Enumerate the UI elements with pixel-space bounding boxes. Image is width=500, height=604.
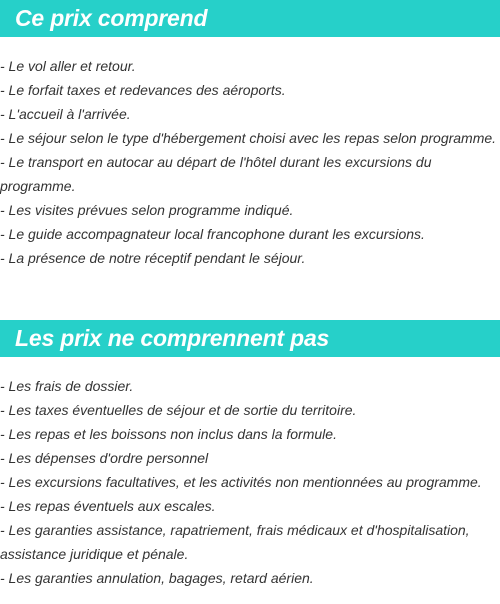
included-item: - Le séjour selon le type d'hébergement choisi avec les repas selon programme. xyxy=(0,130,497,146)
included-item: - L'accueil à l'arrivée. xyxy=(0,106,131,122)
excluded-section xyxy=(0,320,500,590)
included-item: - Les visites prévues selon programme indiqué. xyxy=(0,202,294,218)
included-section xyxy=(0,0,500,270)
included-item: - Le guide accompagnateur local francophone durant les excursions. xyxy=(0,226,425,242)
included-title: Ce prix comprend xyxy=(15,5,208,31)
excluded-banner xyxy=(0,320,500,357)
excluded-item: - Les dépenses d'ordre personnel xyxy=(0,450,209,466)
included-item: - La présence de notre réceptif pendant le séjour. xyxy=(0,250,306,266)
excluded-item: - Les garanties assistance, rapatriement, frais médicaux et d'hospitalisation, assistance juridique et pénale. xyxy=(0,522,470,562)
included-item: - Le forfait taxes et redevances des aéroports. xyxy=(0,82,286,98)
included-list xyxy=(0,54,500,270)
excluded-item: - Les frais de dossier. xyxy=(0,378,134,394)
included-item: - Le vol aller et retour. xyxy=(0,58,136,74)
excluded-item: - Les repas éventuels aux escales. xyxy=(0,498,216,514)
included-item: - Le transport en autocar au départ de l'hôtel durant les excursions du programme. xyxy=(0,154,432,194)
excluded-title: Les prix ne comprennent pas xyxy=(15,325,330,351)
excluded-item: - Les garanties annulation, bagages, retard aérien. xyxy=(0,570,314,586)
included-banner xyxy=(0,0,500,37)
excluded-list xyxy=(0,374,500,590)
excluded-item: - Les taxes éventuelles de séjour et de sortie du territoire. xyxy=(0,402,357,418)
excluded-item: - Les excursions facultatives, et les activités non mentionnées au programme. xyxy=(0,474,482,490)
excluded-item: - Les repas et les boissons non inclus dans la formule. xyxy=(0,426,337,442)
